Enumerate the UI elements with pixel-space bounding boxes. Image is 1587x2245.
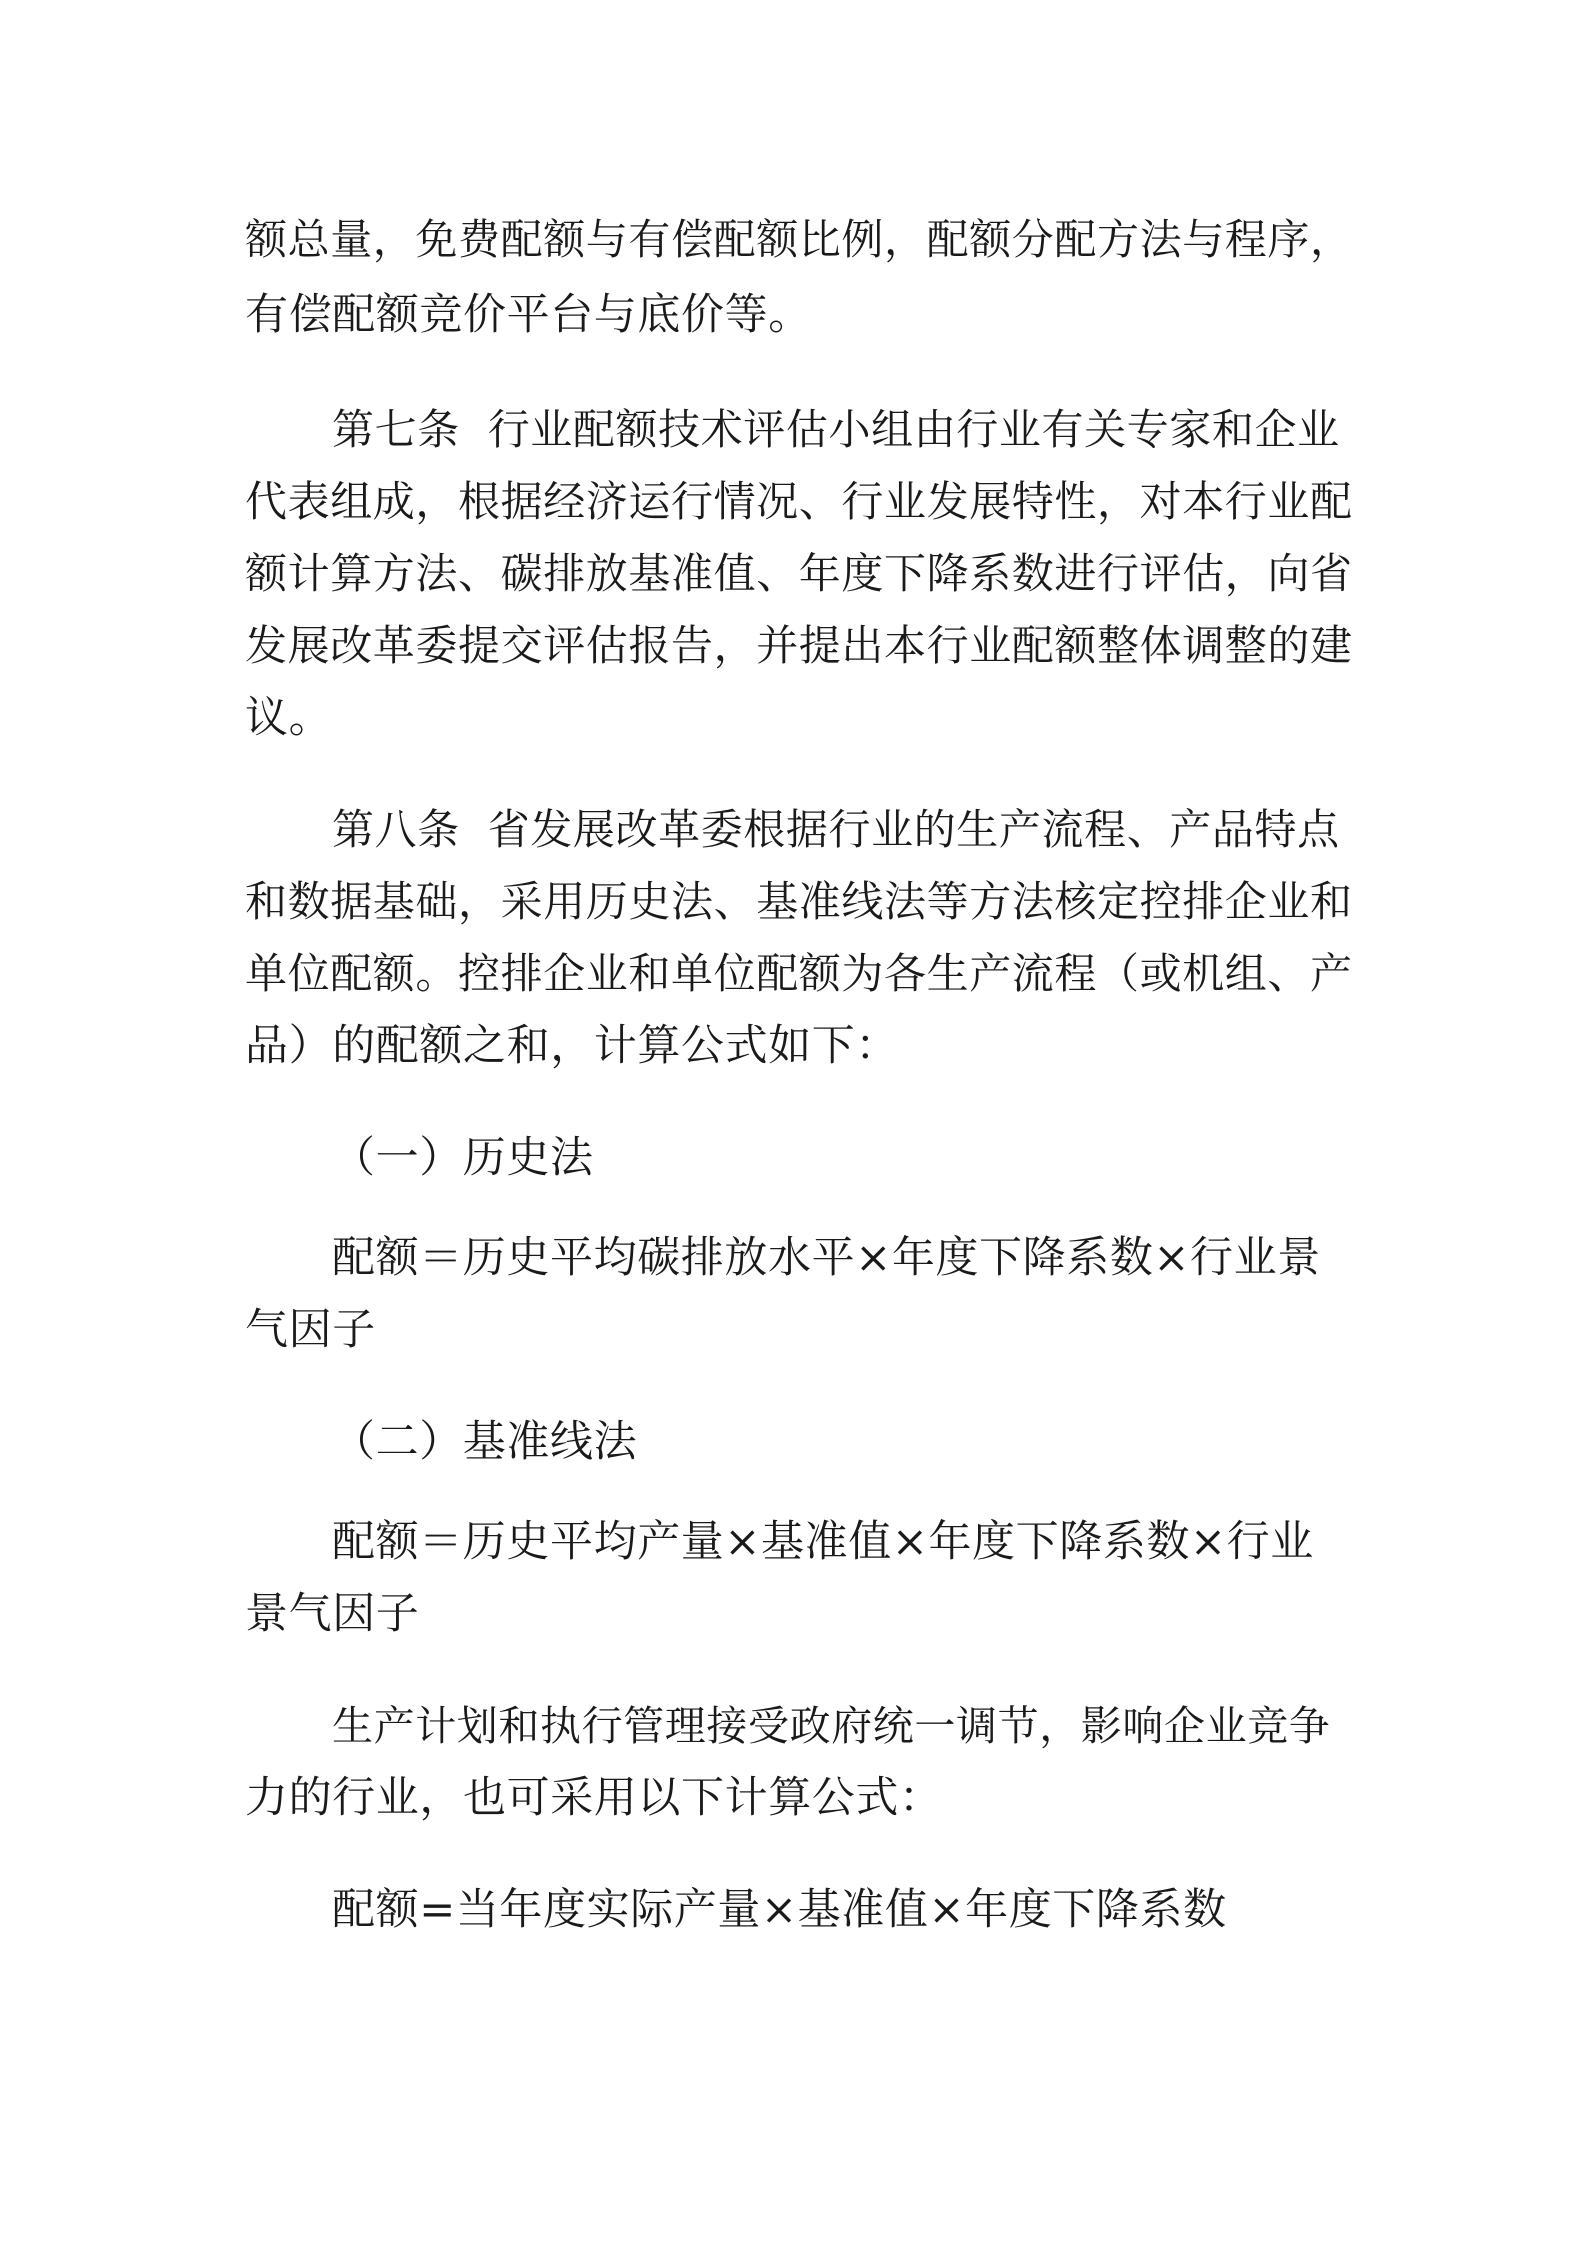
- article-7-first-line: 第七条 行业配额技术评估小组由行业有关专家和企业: [332, 405, 1340, 454]
- alt-formula: 配额=当年度实际产量×基准值×年度下降系数: [332, 1885, 1227, 1935]
- text-line: [245, 210, 1353, 270]
- text-line: 有偿配额竞价平台与底价等。: [245, 290, 812, 340]
- text-line: 品）的配额之和，计算公式如下：: [245, 1021, 899, 1071]
- text-line-content: 额总量，免费配额与有偿配额比例，配额分配方法与程序，: [245, 215, 1353, 264]
- text-line: 单位配额。控排企业和单位配额为各生产流程（或机组、产: [245, 949, 1353, 998]
- article-8-first-line: 第八条 省发展改革委根据行业的生产流程、产品特点: [332, 805, 1340, 854]
- method-1-formula: 配额＝历史平均碳排放水平×年度下降系数×行业景: [332, 1233, 1321, 1283]
- text-line: 和数据基础，采用历史法、基准线法等方法核定控排企业和: [245, 877, 1353, 926]
- text-line: 气因子: [245, 1305, 376, 1355]
- text-line: 额计算方法、碳排放基准值、年度下降系数进行评估，向省: [245, 549, 1353, 598]
- text-line: 力的行业，也可采用以下计算公式：: [245, 1773, 943, 1823]
- method-2-heading: （二）基准线法: [332, 1417, 638, 1467]
- text-line: 代表组成，根据经济运行情况、行业发展特性，对本行业配: [245, 477, 1353, 526]
- text-line: 景气因子: [245, 1589, 420, 1639]
- text-line: 发展改革委提交评估报告，并提出本行业配额整体调整的建: [245, 621, 1353, 670]
- text-line: 议。: [245, 693, 333, 743]
- method-1-heading: （一）历史法: [332, 1133, 594, 1183]
- alt-intro-first-line: 生产计划和执行管理接受政府统一调节，影响企业竞争: [332, 1702, 1331, 1750]
- method-2-formula: 配额＝历史平均产量×基准值×年度下降系数×行业: [332, 1517, 1314, 1567]
